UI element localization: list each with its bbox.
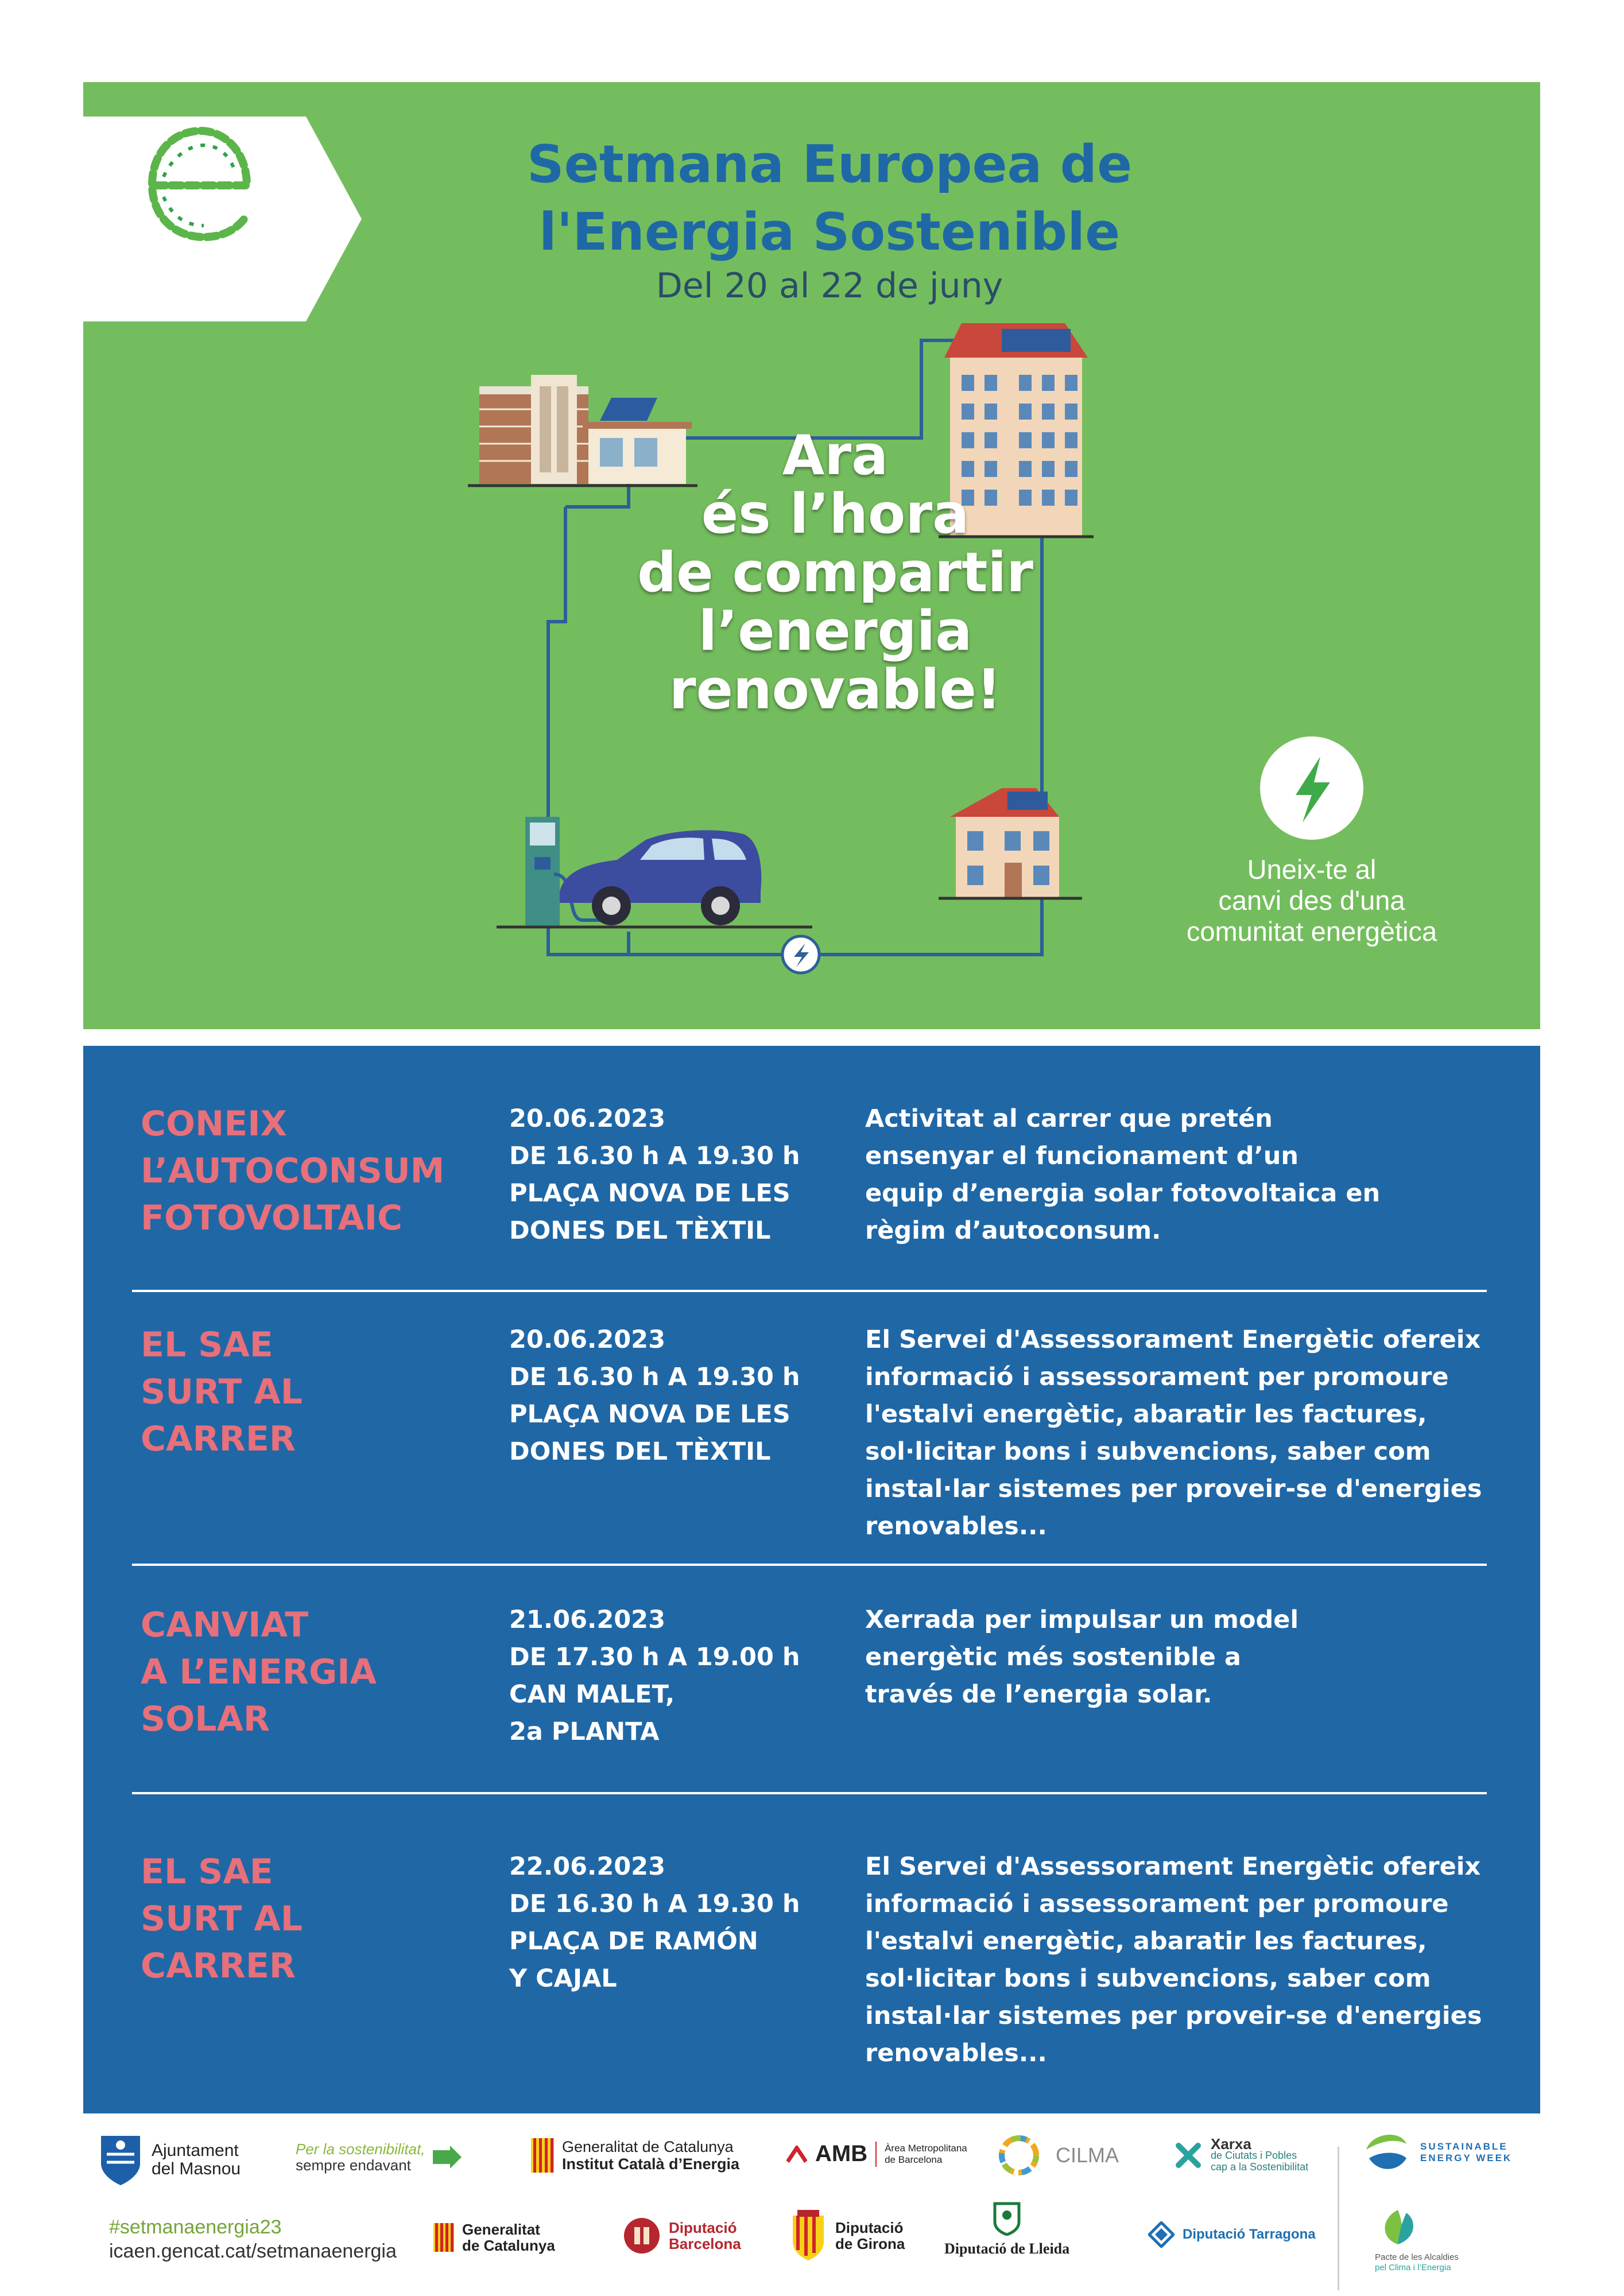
house-icon — [939, 788, 1082, 898]
divider — [132, 1290, 1487, 1292]
diputacio-barcelona-logo: Diputació Barcelona — [623, 2217, 741, 2255]
event-title: EL SAE SURT AL CARRER — [141, 1852, 303, 1986]
slogan-line: renovable! — [669, 658, 1002, 722]
hashtag-text: #setmanaenergia23 — [109, 2216, 282, 2238]
lleida-shield-icon — [993, 2201, 1021, 2236]
slogan-line: l’energia — [698, 600, 972, 663]
generalitat-logo: Generalitat de Catalunya — [433, 2221, 555, 2254]
masnou-shield-icon — [98, 2132, 144, 2188]
arrow-right-icon — [433, 2146, 462, 2169]
event-description: Activitat al carrer que pretén ensenyar el funcionament d’un equip d’energia solar fotovoltaica en règim d’autoconsum. — [865, 1104, 1381, 1245]
amb-chevron-icon — [786, 2146, 807, 2163]
join-community-text: Uneix-te al canvi des d'una comunitat energètica — [1186, 854, 1437, 947]
xarxa-x-icon — [1174, 2141, 1203, 2170]
senyera-icon — [433, 2223, 454, 2252]
pacte-leaves-icon — [1375, 2204, 1421, 2250]
footer-separator — [1338, 2147, 1339, 2290]
diputacio-girona-logo: Diputació de Girona — [789, 2210, 905, 2262]
event-info: 22.06.2023 DE 16.30 h A 19.30 h PLAÇA DE RAMÓN Y CAJAL — [509, 1852, 800, 1993]
event-dates: Del 20 al 22 de juny — [656, 266, 1003, 306]
diputacio-tarragona-logo: Diputació Tarragona — [1148, 2221, 1316, 2248]
divider — [132, 1564, 1487, 1566]
website-link[interactable]: icaen.gencat.cat/setmanaenergia — [109, 2240, 397, 2262]
diputacio-barcelona-seal-icon — [623, 2217, 661, 2255]
cilma-logo: CILMA — [990, 2132, 1119, 2178]
diputacio-lleida-logo: Diputació de Lleida — [944, 2201, 1069, 2258]
icaen-logo: Generalitat de Catalunya Institut Català d’Energia — [531, 2138, 739, 2173]
hero-banner — [83, 82, 1540, 1029]
slogan-line: de compartir — [637, 541, 1033, 604]
slogan-line: Ara — [782, 424, 889, 487]
energy-e-logo-icon — [138, 117, 264, 249]
senyera-icon — [531, 2138, 554, 2173]
event-title: EL SAE SURT AL CARRER — [141, 1325, 303, 1459]
sew-leaf-icon — [1361, 2127, 1412, 2178]
divider — [132, 1792, 1487, 1794]
events-panel — [83, 1046, 1540, 2113]
amb-logo: AMB Àrea Metropolitana de Barcelona — [786, 2141, 967, 2167]
sponsor-footer — [83, 2118, 1540, 2296]
girona-shield-icon — [789, 2210, 827, 2262]
event-info: 20.06.2023 DE 16.30 h A 19.30 h PLAÇA NOVA DE LES DONES DEL TÈXTIL — [509, 1104, 800, 1245]
sustainable-energy-week-logo: SUSTAINABLE ENERGY WEEK — [1361, 2127, 1512, 2178]
title-line-2: l'Energia Sostenible — [538, 202, 1121, 262]
event-description: El Servei d'Assessorament Energètic ofereix informació i assessorament per promoure l'estalvi energètic, abaratir les factures, sol·licitar bons i subvencions, saber com instal·lar sistemes per proveir-se d'energies renovables... — [865, 1852, 1482, 2068]
event-title: CONEIX L’AUTOCONSUM FOTOVOLTAIC — [141, 1104, 445, 1238]
event-info: 21.06.2023 DE 17.30 h A 19.00 h CAN MALET, 2a PLANTA — [509, 1605, 800, 1746]
event-description: El Servei d'Assessorament Energètic ofereix informació i assessorament per promoure l'estalvi energètic, abaratir les factures, sol·licitar bons i subvencions, saber com instal·lar sistemes per proveir-se d'energies renovables... — [865, 1325, 1482, 1541]
sostenibilitat-logo: Per la sostenibilitat, sempre endavant — [296, 2141, 462, 2173]
event-description: Xerrada per impulsar un model energètic més sostenible a través de l’energia solar. — [865, 1605, 1299, 1709]
event-title: CANVIAT A L’ENERGIA SOLAR — [141, 1605, 377, 1739]
title-line-1: Setmana Europea de — [526, 134, 1133, 195]
masnou-logo: Ajuntament del Masnou — [98, 2132, 241, 2188]
slogan-line: és l’hora — [701, 483, 970, 546]
tarragona-diamond-icon — [1148, 2221, 1175, 2248]
cilma-ring-icon — [990, 2132, 1048, 2178]
page-title — [428, 131, 1231, 266]
circuit-bolt-icon — [782, 936, 819, 973]
lightning-bolt-icon — [1260, 736, 1363, 840]
pacte-alcaldies-logo: Pacte de les Alcaldies pel Clima i l’Energia — [1375, 2204, 1459, 2273]
hero-slogan — [548, 424, 1122, 722]
xarxa-logo: Xarxa de Ciutats i Pobles cap a la Sostenibilitat — [1174, 2138, 1308, 2173]
event-info: 20.06.2023 DE 16.30 h A 19.30 h PLAÇA NOVA DE LES DONES DEL TÈXTIL — [509, 1325, 800, 1466]
